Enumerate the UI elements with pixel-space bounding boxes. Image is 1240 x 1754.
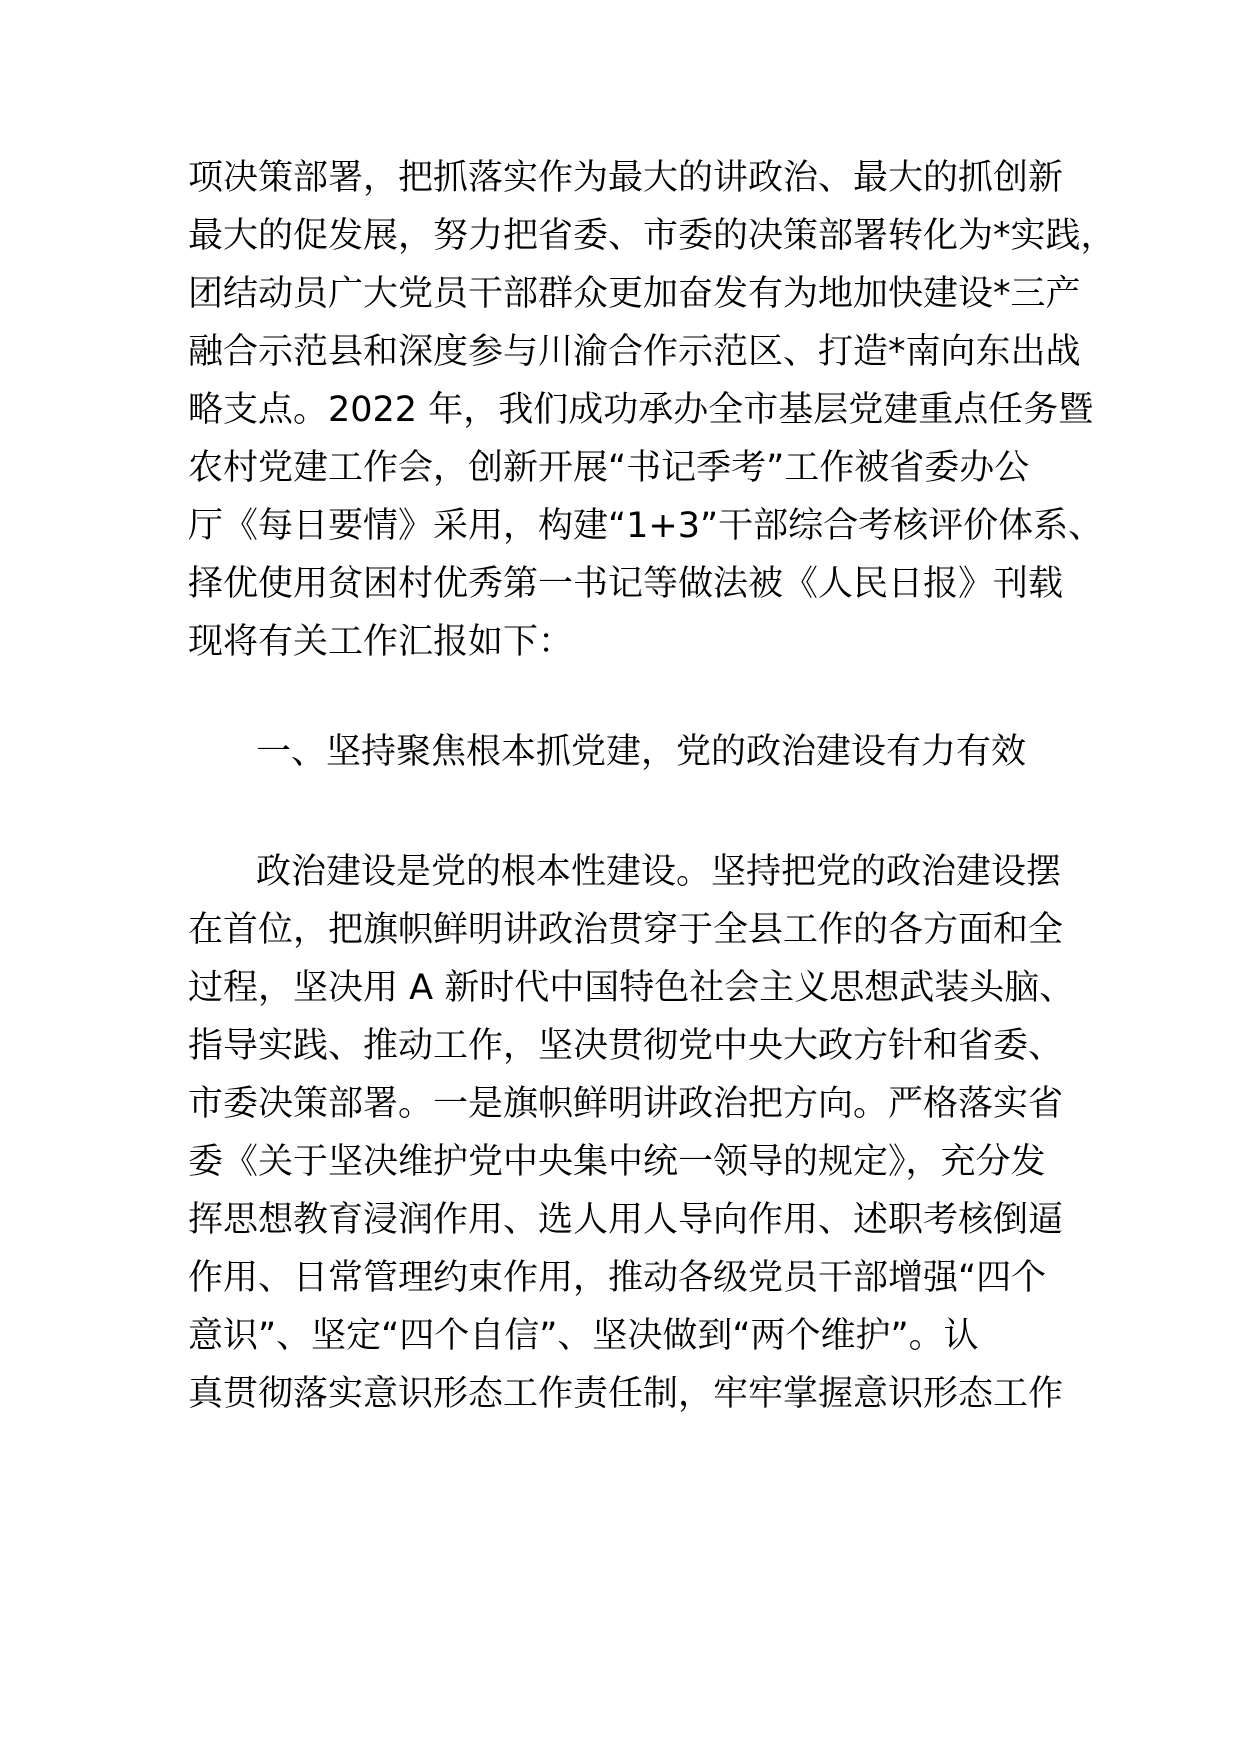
body-line: 政治建设是党的根本性建设。坚持把党的政治建设摆: [256, 852, 1062, 892]
intro-line: 最大的促发展，努力把省委、市委的决策部署转化为*实践，: [188, 216, 1116, 256]
body-line: 委《关于坚决维护党中央集中统一领导的规定》，充分发: [188, 1142, 1046, 1182]
body-line: 在首位，把旗帜鲜明讲政治贯穿于全县工作的各方面和全: [188, 910, 1064, 950]
intro-line: 项决策部署，把抓落实作为最大的讲政治、最大的抓创新: [188, 158, 1064, 198]
body-line: 意识”、坚定“四个自信”、坚决做到“两个维护”。认: [188, 1316, 979, 1356]
body-line: 挥思想教育浸润作用、选人用人导向作用、述职考核倒逼: [188, 1200, 1064, 1240]
intro-line: 择优使用贫困村优秀第一书记等做法被《人民日报》刊载: [188, 564, 1064, 604]
intro-line: 团结动员广大党员干部群众更加奋发有为地加快建设*三产: [188, 274, 1081, 314]
section-heading: 一、坚持聚焦根本抓党建，党的政治建设有力有效: [256, 732, 1027, 772]
body-line: 指导实践、推动工作，坚决贯彻党中央大政方针和省委、: [188, 1026, 1064, 1066]
body-line: 过程，坚决用 A 新时代中国特色社会主义思想武装头脑、: [188, 968, 1075, 1008]
body-line: 作用、日常管理约束作用，推动各级党员干部增强“四个: [188, 1258, 1047, 1298]
intro-line: 融合示范县和深度参与川渝合作示范区、打造*南向东出战: [188, 332, 1081, 372]
body-line: 市委决策部署。一是旗帜鲜明讲政治把方向。严格落实省: [188, 1084, 1064, 1124]
intro-line: 厅《每日要情》采用，构建“1+3”干部综合考核评价体系、: [188, 506, 1104, 546]
intro-line: 现将有关工作汇报如下：: [188, 622, 574, 662]
body-line: 真贯彻落实意识形态工作责任制，牢牢掌握意识形态工作: [188, 1374, 1064, 1414]
intro-line: 农村党建工作会，创新开展“书记季考”工作被省委办公: [188, 448, 1030, 488]
intro-line: 略支点。2022 年，我们成功承办全市基层党建重点任务暨: [188, 390, 1094, 430]
